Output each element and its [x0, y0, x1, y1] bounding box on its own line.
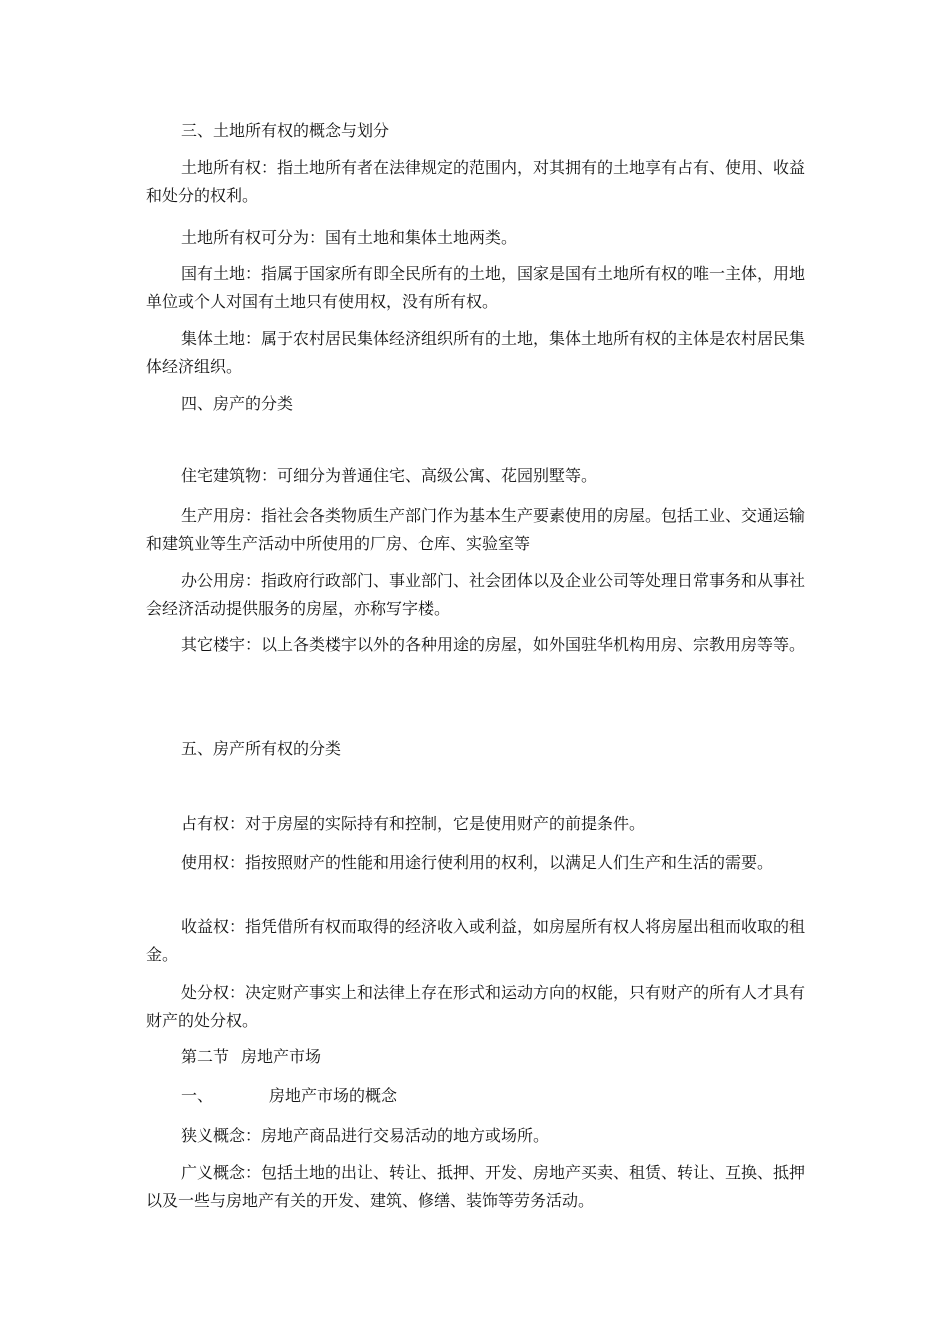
section5-paragraph-disposal: 处分权：决定财产事实上和法律上存在形式和运动方向的权能，只有财产的所有人才具有财产的处分权。	[146, 983, 806, 1030]
section4-paragraph-production: 生产用房：指社会各类物质生产部门作为基本生产要素使用的房屋。包括工业、交通运输和建筑业等生产活动中所使用的厂房、仓库、实验室等	[146, 506, 806, 553]
section3-paragraph-land-ownership: 土地所有权：指土地所有者在法律规定的范围内，对其拥有的土地享有占有、使用、收益和处分的权利。	[146, 158, 806, 205]
chapter2-heading	[181, 1043, 321, 1071]
chapter2-paragraph-narrow-concept: 狭义概念：房地产商品进行交易活动的地方或场所。	[181, 1126, 550, 1145]
section3-paragraph-collective-land: 集体土地：属于农村居民集体经济组织所有的土地，集体土地所有权的主体是农村居民集体经济组织。	[146, 329, 806, 376]
section3-paragraph-state-land: 国有土地：指属于国家所有即全民所有的土地，国家是国有土地所有权的唯一主体，用地单位或个人对国有土地只有使用权，没有所有权。	[146, 264, 806, 311]
section3-paragraph-land-types: 土地所有权可分为：国有土地和集体土地两类。	[181, 228, 518, 247]
section4-paragraph-residential: 住宅建筑物：可细分为普通住宅、高级公寓、花园别墅等。	[181, 466, 598, 485]
section5-paragraph-income: 收益权：指凭借所有权而取得的经济收入或利益，如房屋所有权人将房屋出租而收取的租金。	[146, 917, 806, 964]
chapter2-item1-number: 一、	[181, 1086, 214, 1105]
section4-paragraph-other: 其它楼宇：以上各类楼宇以外的各种用途的房屋，如外国驻华机构用房、宗教用房等等。	[181, 635, 806, 654]
chapter2-section-label: 第二节	[181, 1047, 230, 1066]
section3-heading: 三、土地所有权的概念与划分	[181, 121, 390, 140]
section4-heading: 四、房产的分类	[181, 394, 294, 413]
section5-paragraph-possession: 占有权：对于房屋的实际持有和控制，它是使用财产的前提条件。	[181, 814, 646, 833]
chapter2-paragraph-broad-concept: 广义概念：包括土地的出让、转让、抵押、开发、房地产买卖、租赁、转让、互换、抵押以及一些与房地产有关的开发、建筑、修缮、装饰等劳务活动。	[146, 1163, 806, 1210]
chapter2-item1-heading	[181, 1082, 397, 1110]
chapter2-section-title: 房地产市场	[241, 1047, 322, 1066]
section5-heading: 五、房产所有权的分类	[181, 739, 342, 758]
chapter2-item1-title: 房地产市场的概念	[269, 1086, 398, 1105]
section4-paragraph-office: 办公用房：指政府行政部门、事业部门、社会团体以及企业公司等处理日常事务和从事社会经济活动提供服务的房屋，亦称写字楼。	[146, 571, 806, 618]
section5-paragraph-use: 使用权：指按照财产的性能和用途行使利用的权利，以满足人们生产和生活的需要。	[181, 853, 774, 872]
